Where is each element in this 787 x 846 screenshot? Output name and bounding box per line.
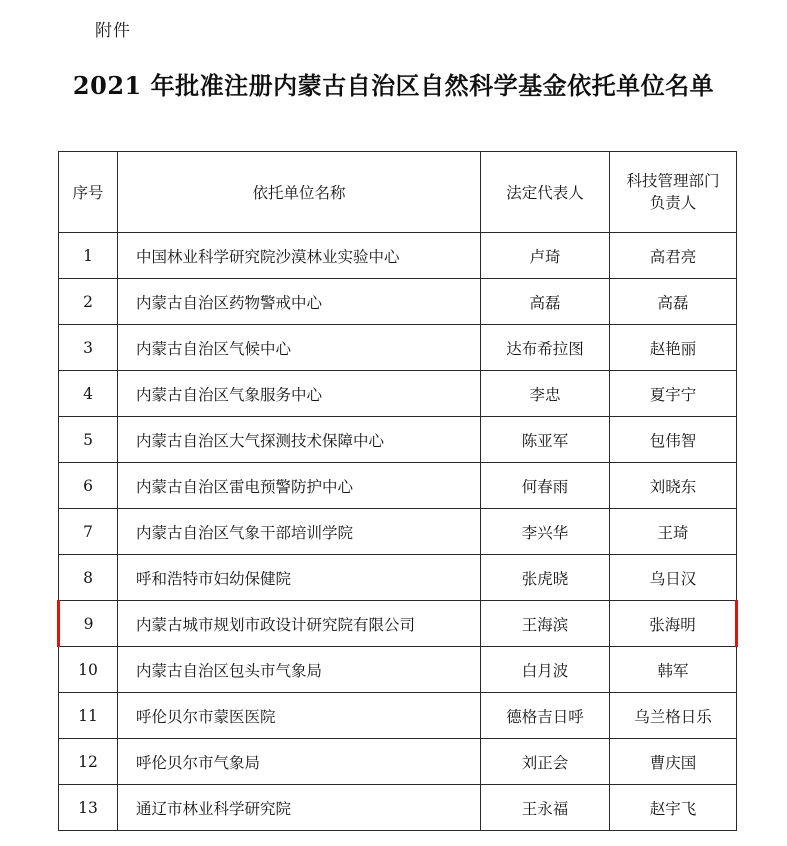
cell-unit-name: 中国林业科学研究院沙漠林业实验中心 xyxy=(118,233,481,279)
table-header-row xyxy=(59,152,737,233)
table-row xyxy=(59,417,737,463)
cell-legal-rep: 卢琦 xyxy=(481,233,610,279)
cell-index: 11 xyxy=(59,693,118,739)
unit-list-table-container xyxy=(57,151,731,831)
cell-manager: 赵艳丽 xyxy=(610,325,737,371)
table-row xyxy=(59,601,737,647)
cell-legal-rep: 王永福 xyxy=(481,785,610,831)
header-unit-name: 依托单位名称 xyxy=(118,152,481,233)
cell-unit-name: 呼伦贝尔市蒙医医院 xyxy=(118,693,481,739)
cell-index: 2 xyxy=(59,279,118,325)
header-index: 序号 xyxy=(59,152,118,233)
cell-manager: 乌日汉 xyxy=(610,555,737,601)
cell-unit-name: 通辽市林业科学研究院 xyxy=(118,785,481,831)
attachment-label: 附件 xyxy=(95,21,131,41)
table-row xyxy=(59,325,737,371)
header-legal-rep: 法定代表人 xyxy=(481,152,610,233)
table-row xyxy=(59,647,737,693)
header-manager-line1: 科技管理部门 xyxy=(626,171,720,190)
cell-index: 7 xyxy=(59,509,118,555)
cell-legal-rep: 白月波 xyxy=(481,647,610,693)
table-row xyxy=(59,785,737,831)
table-row xyxy=(59,555,737,601)
cell-index: 13 xyxy=(59,785,118,831)
table-row xyxy=(59,509,737,555)
cell-legal-rep: 李兴华 xyxy=(481,509,610,555)
cell-unit-name: 内蒙古城市规划市政设计研究院有限公司 xyxy=(118,601,481,647)
cell-index: 1 xyxy=(59,233,118,279)
cell-index: 9 xyxy=(59,601,118,647)
cell-index: 4 xyxy=(59,371,118,417)
cell-manager: 赵宇飞 xyxy=(610,785,737,831)
cell-legal-rep: 高磊 xyxy=(481,279,610,325)
cell-unit-name: 内蒙古自治区雷电预警防护中心 xyxy=(118,463,481,509)
cell-legal-rep: 王海滨 xyxy=(481,601,610,647)
cell-unit-name: 内蒙古自治区药物警戒中心 xyxy=(118,279,481,325)
header-manager xyxy=(610,152,737,233)
cell-manager: 高磊 xyxy=(610,279,737,325)
cell-unit-name: 内蒙古自治区大气探测技术保障中心 xyxy=(118,417,481,463)
cell-manager: 王琦 xyxy=(610,509,737,555)
cell-index: 8 xyxy=(59,555,118,601)
header-manager-line2: 负责人 xyxy=(649,194,697,212)
cell-index: 3 xyxy=(59,325,118,371)
cell-unit-name: 内蒙古自治区气候中心 xyxy=(118,325,481,371)
cell-unit-name: 呼伦贝尔市气象局 xyxy=(118,739,481,785)
cell-legal-rep: 达布希拉图 xyxy=(481,325,610,371)
table-row xyxy=(59,233,737,279)
cell-unit-name: 呼和浩特市妇幼保健院 xyxy=(118,555,481,601)
unit-list-table xyxy=(57,151,738,831)
cell-index: 10 xyxy=(59,647,118,693)
page-title: 2021 年批准注册内蒙古自治区自然科学基金依托单位名单 xyxy=(72,71,715,100)
cell-unit-name: 内蒙古自治区气象服务中心 xyxy=(118,371,481,417)
cell-legal-rep: 德格吉日呼 xyxy=(481,693,610,739)
table-row xyxy=(59,463,737,509)
cell-manager: 夏宇宁 xyxy=(610,371,737,417)
table-header xyxy=(59,152,737,233)
cell-legal-rep: 张虎晓 xyxy=(481,555,610,601)
table-row xyxy=(59,371,737,417)
cell-manager: 张海明 xyxy=(610,601,737,647)
cell-manager: 高君亮 xyxy=(610,233,737,279)
cell-index: 6 xyxy=(59,463,118,509)
cell-unit-name: 内蒙古自治区包头市气象局 xyxy=(118,647,481,693)
cell-manager: 乌兰格日乐 xyxy=(610,693,737,739)
cell-legal-rep: 刘正会 xyxy=(481,739,610,785)
cell-legal-rep: 何春雨 xyxy=(481,463,610,509)
table-body xyxy=(59,233,737,831)
cell-manager: 刘晓东 xyxy=(610,463,737,509)
cell-manager: 包伟智 xyxy=(610,417,737,463)
cell-index: 12 xyxy=(59,739,118,785)
cell-legal-rep: 陈亚军 xyxy=(481,417,610,463)
cell-legal-rep: 李忠 xyxy=(481,371,610,417)
cell-unit-name: 内蒙古自治区气象干部培训学院 xyxy=(118,509,481,555)
table-row xyxy=(59,693,737,739)
cell-manager: 韩军 xyxy=(610,647,737,693)
cell-manager: 曹庆国 xyxy=(610,739,737,785)
table-row xyxy=(59,279,737,325)
cell-index: 5 xyxy=(59,417,118,463)
table-row xyxy=(59,739,737,785)
